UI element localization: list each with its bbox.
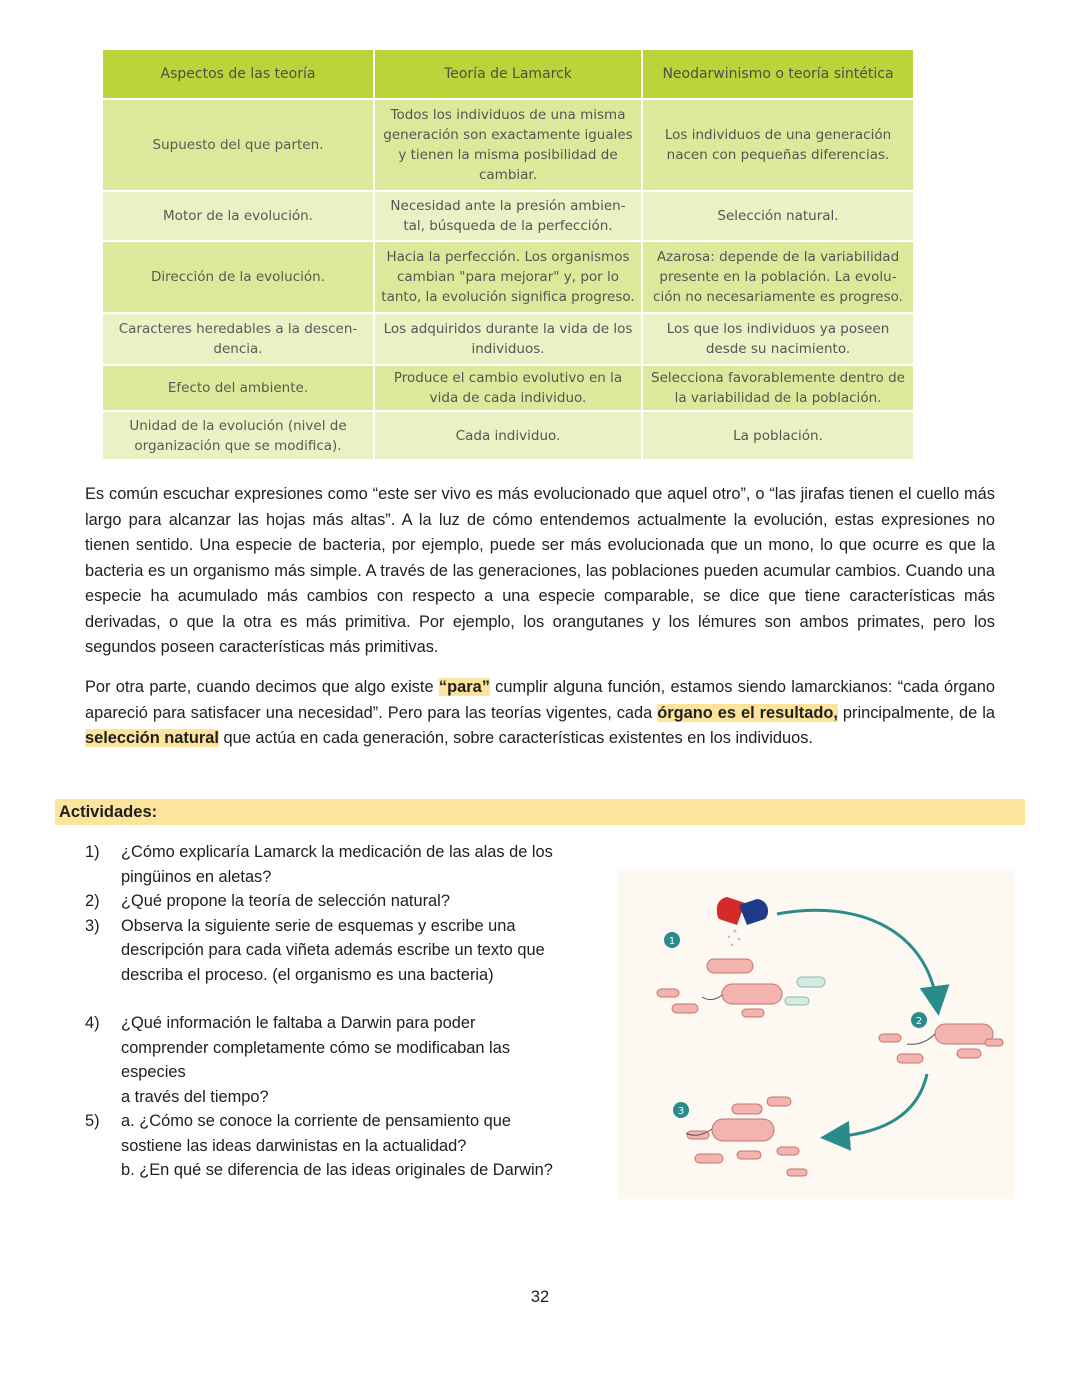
activity-number: 4): [85, 1014, 100, 1032]
activity-item: [85, 889, 585, 914]
activity-item: [85, 840, 585, 889]
activity-line: sostiene las ideas darwinistas en la actualidad?: [121, 1136, 467, 1155]
activity-text: [121, 1109, 585, 1183]
neodarwin-cell: Azarosa: depende de la variabilidad presente en la población. La evolu- ción no necesariamente es progreso.: [642, 241, 913, 313]
activity-text: [121, 889, 585, 914]
row-aspect-cell: Efecto del ambiente.: [103, 365, 374, 411]
antibiotic-capsule-icon: [717, 897, 768, 946]
activities-heading: Actividades:: [55, 799, 1025, 825]
highlight-organ-result: órgano es el resultado,: [657, 703, 838, 722]
table-row: [103, 313, 913, 365]
row-aspect-cell: Dirección de la evolución.: [103, 241, 374, 313]
table-row: [103, 241, 913, 313]
activity-text: [121, 840, 585, 889]
activity-line: comprender completamente cómo se modificaban las: [121, 1038, 511, 1057]
table-row: [103, 99, 913, 191]
bacteria-population-1: [657, 959, 825, 1017]
lamarck-cell: Hacia la perfección. Los organismos cambian "para mejorar" y, por lo tanto, la evolución significa progreso.: [374, 241, 642, 313]
activity-number: 1): [85, 843, 100, 861]
lamarck-cell: Los adquiridos durante la vida de los individuos.: [374, 313, 642, 365]
activity-line: especies: [121, 1063, 186, 1081]
table-row: [103, 191, 913, 241]
paragraph-text: Por otra parte, cuando decimos que algo existe: [85, 678, 439, 696]
header-neodarwinism: Neodarwinismo o teoría sintética: [642, 50, 913, 99]
arrow-step2-to-3: [832, 1074, 927, 1137]
paragraph-text: cumplir alguna función, estamos siendo lamarckianos: “cada órgano apareció para satisfacer una necesidad”. Pero para las teorías vigentes, cada: [85, 678, 995, 722]
lamarck-cell: Todos los individuos de una misma generación son exactamente iguales y tienen la misma posibilidad de cambiar.: [374, 99, 642, 191]
lamarck-cell: Cada individuo.: [374, 411, 642, 459]
lamarck-cell: Necesidad ante la presión ambien- tal, búsqueda de la perfección.: [374, 191, 642, 241]
activity-number: 5): [85, 1112, 100, 1130]
row-aspect-cell: Motor de la evolución.: [103, 191, 374, 241]
activities-list: [85, 840, 585, 1183]
lamarck-cell: Produce el cambio evolutivo en la vida de cada individuo.: [374, 365, 642, 411]
activity-line: describa el proceso. (el organismo es una bacteria): [121, 965, 494, 984]
bacteria-diagram: [617, 869, 1015, 1199]
activity-line: Observa la siguiente serie de esquemas y escribe una: [121, 916, 516, 935]
activity-item: [85, 1011, 585, 1109]
activity-item: [85, 914, 585, 988]
page-number: 32: [530, 1288, 550, 1306]
activity-line: descripción para cada viñeta además escribe un texto que: [121, 941, 545, 959]
step-3-badge: [673, 1102, 689, 1118]
step-2-label: 2: [915, 1016, 923, 1027]
step-2-badge: [911, 1012, 927, 1028]
neodarwin-cell: La población.: [642, 411, 913, 459]
highlight-para: “para”: [438, 678, 490, 696]
bacteria-population-2: [879, 1024, 1003, 1063]
header-lamarck: Teoría de Lamarck: [374, 50, 642, 99]
activity-line: b. ¿En qué se diferencia de las ideas originales de Darwin?: [121, 1161, 553, 1179]
table-header-row: [103, 50, 913, 99]
row-aspect-cell: Caracteres heredables a la descen- dencia.: [103, 313, 374, 365]
step-1-label: 1: [668, 936, 676, 947]
step-1-badge: [664, 932, 680, 948]
paragraph-text: principalmente, de la: [837, 703, 995, 722]
paragraph-lamarckian-thinking: [85, 675, 995, 752]
neodarwin-cell: Los individuos de una generación nacen con pequeñas diferencias.: [642, 99, 913, 191]
bacteria-population-3: [686, 1097, 807, 1176]
paragraph-text: que actúa en cada generación, sobre características existentes en los individuos.: [218, 729, 813, 747]
neodarwin-cell: Los que los individuos ya poseen desde su nacimiento.: [642, 313, 913, 365]
activity-line: ¿Cómo explicaría Lamarck la medicación de las alas de los: [121, 843, 553, 861]
activity-line: ¿Qué propone la teoría de selección natural?: [121, 892, 450, 910]
activity-text: [121, 914, 585, 988]
arrow-step1-to-2: [777, 910, 937, 1004]
activity-line: a. ¿Cómo se conoce la corriente de pensamiento que: [121, 1112, 511, 1130]
activity-line: pingüinos en aletas?: [121, 867, 272, 886]
activity-line: a través del tiempo?: [121, 1087, 269, 1106]
table-row: [103, 411, 913, 459]
activity-item: [85, 1109, 585, 1183]
row-aspect-cell: Unidad de la evolución (nivel de organización que se modifica).: [103, 411, 374, 459]
bacteria-resistance-figure: [617, 869, 1015, 1199]
activity-text: [121, 1011, 585, 1109]
activity-line: ¿Qué información le faltaba a Darwin para poder: [121, 1014, 476, 1032]
step-3-label: 3: [677, 1106, 685, 1117]
activity-number: 3): [85, 916, 100, 935]
row-aspect-cell: Supuesto del que parten.: [103, 99, 374, 191]
highlight-natural-selection: selección natural: [85, 729, 219, 747]
comparison-table: [103, 50, 913, 459]
neodarwin-cell: Selecciona favorablemente dentro de la variabilidad de la población.: [642, 365, 913, 411]
table-row: [103, 365, 913, 411]
header-aspects: Aspectos de las teoría: [103, 50, 374, 99]
paragraph-evolution-expressions: Es común escuchar expresiones como “este ser vivo es más evolucionado que aquel otro”, o “las jirafas tienen el cuello más largo para alcanzar las hojas más altas”. A la luz de cómo entendemos actualmente la evolución, estas expresiones no tienen sentido. Una especie de bacteria, por ejemplo, puede ser más evolucionada que un mono, lo que ocurre es que la bacteria es un organismo más simple. A través de las generaciones, las poblaciones pueden acumular cambios. Cuando una especie ha acumulado más cambios con respecto a una especie comparable, se dice que tiene características más derivadas, o que la otra es más primitiva. Por ejemplo, los orangutanes y los lémures son ambos primates, pero los segundos poseen características más primitivas.: [85, 485, 995, 656]
activity-number: 2): [85, 892, 100, 910]
neodarwin-cell: Selección natural.: [642, 191, 913, 241]
